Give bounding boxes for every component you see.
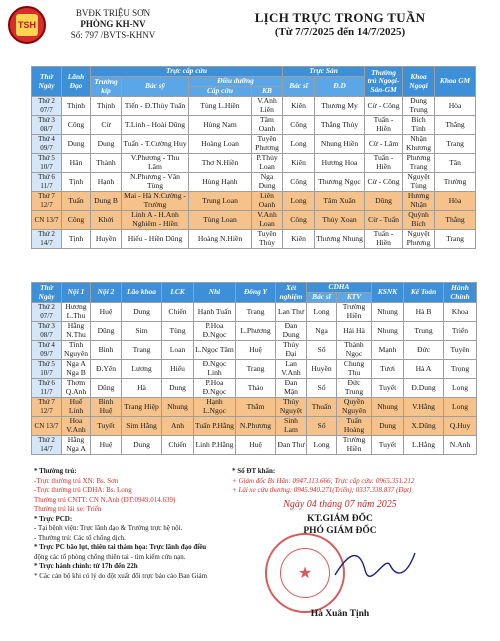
- table-row: [32, 192, 476, 211]
- khoa-gm-cell: Hòa: [435, 97, 476, 116]
- stamp-inner: [280, 548, 330, 598]
- col2-ksnk: KSNK: [372, 283, 404, 303]
- team-cell: Hạnh: [91, 173, 122, 192]
- table-row: [32, 303, 477, 322]
- ktv-cell: Trường Hiền: [337, 436, 372, 455]
- table-row: [32, 379, 477, 398]
- n1-cell: Thơm Q.Anh: [62, 379, 91, 398]
- dy-cell: Trang: [236, 303, 276, 322]
- day-cell: Thứ 4 09/7: [32, 341, 62, 360]
- ks-cell: Dung: [372, 417, 404, 436]
- obs-bs-cell: Long: [283, 192, 315, 211]
- leader-cell: Thịnh: [62, 97, 91, 116]
- page-subtitle: (Từ 7/7/2025 đến 14/7/2025): [274, 26, 406, 38]
- xn-cell: Sinh Lam: [276, 417, 307, 436]
- capcuu-cell: Thơ N.Hiền: [189, 154, 252, 173]
- note-resident-it: Thường trú CNTT: CN N.Anh (ĐT:0949.014.639): [34, 495, 176, 504]
- organization-block: [58, 8, 168, 41]
- n2-cell: Bình Huệ: [91, 398, 122, 417]
- khoa-gm-cell: Hòa: [435, 192, 476, 211]
- day-cell: Thứ 5 10/7: [32, 360, 62, 379]
- table-row: [32, 116, 476, 135]
- bs-cell: Huyền: [307, 360, 337, 379]
- kb-cell: V.Anh Loan: [252, 211, 283, 230]
- ngoai-cell: Cừ - Công: [365, 97, 403, 116]
- lao-cell: Sim Hằng: [122, 417, 162, 436]
- day-cell: Thứ 7 12/7: [32, 192, 62, 211]
- obs-bs-cell: Kiên: [283, 154, 315, 173]
- lao-cell: Dung: [122, 303, 162, 322]
- emergency-phone-title: * Số ĐT khẩn:: [232, 467, 276, 475]
- capcuu-cell: Tùng Loan: [189, 211, 252, 230]
- col-nurse: Điều dưỡng: [189, 77, 283, 87]
- leader-cell: Tuấn: [62, 192, 91, 211]
- col2-cdha-ktv: KTV: [337, 293, 372, 303]
- khoa-ngoai-cell: Nguyệt Phương: [403, 230, 435, 249]
- hc-cell: Q.Huy: [444, 417, 477, 436]
- ktv-cell: Đức Trung: [337, 379, 372, 398]
- phone-ambulance: + Lái xe cứu thương: 0945.940.271(Triển); 0337.338.837 (Đạt): [232, 486, 412, 494]
- day-cell: Thứ 5 10/7: [32, 154, 62, 173]
- nhi-cell: Hạnh Tuấn: [194, 303, 236, 322]
- col2-day: Thứ Ngày: [32, 283, 62, 303]
- obs-dd-cell: Thương Nhung: [315, 230, 365, 249]
- ks-cell: Mạnh: [372, 341, 404, 360]
- col-obs-dd: Đ.D: [315, 77, 365, 97]
- xn-cell: Lan Thư: [276, 303, 307, 322]
- xn-cell: Đan Mận: [276, 379, 307, 398]
- day-cell: Thứ 7 12/7: [32, 398, 62, 417]
- phone-director: + Giám đốc Bs Hân: 0947.113.666; Trực cấp cứu: 0965.351.212: [232, 476, 415, 485]
- ks-cell: Tuyết: [372, 379, 404, 398]
- leader-cell: Tịnh: [62, 230, 91, 249]
- title-block: [190, 10, 490, 38]
- col2-cdha: CDHA: [307, 283, 372, 293]
- nhi-cell: P.Hoa Đ.Ngọc: [194, 379, 236, 398]
- hc-cell: N.Anh: [444, 436, 477, 455]
- team-cell: Dung: [91, 135, 122, 154]
- team-cell: Cừ: [91, 116, 122, 135]
- leader-cell: Công: [62, 211, 91, 230]
- capcuu-cell: Hoàng Loan: [189, 135, 252, 154]
- table-row: [32, 398, 477, 417]
- hc-cell: Long: [444, 398, 477, 417]
- hc-cell: Tuyên: [444, 341, 477, 360]
- hc-cell: Long: [444, 379, 477, 398]
- col2-lao: Lão khoa: [122, 283, 162, 303]
- note-resident-driver: Thường trú lái xe: Triển: [34, 505, 102, 513]
- lao-cell: Trang: [122, 341, 162, 360]
- ks-cell: Nhung: [372, 398, 404, 417]
- doctor-cell: N.Phương - Văn Tùng: [122, 173, 189, 192]
- doctor-cell: Tuấn - T.Cường Huy: [122, 135, 189, 154]
- org-line2: PHÒNG KH-NV: [80, 19, 146, 29]
- note-pcd-hospital: - Tại bệnh viện: Trực lãnh đạo & Trưởng trực hệ nội.: [34, 524, 183, 532]
- bs-cell: Thuấn: [307, 398, 337, 417]
- obs-bs-cell: Kiên: [283, 97, 315, 116]
- lck-cell: Dung: [162, 379, 194, 398]
- kt-cell: Hà A: [404, 360, 444, 379]
- team-cell: Thịnh: [91, 97, 122, 116]
- note-disaster-cont: động các tổ phòng chống thiên tai - tìm kiếm cứu nạn.: [34, 552, 186, 561]
- doctor-cell: Linh A - H.Anh Nghiêm - Hiền: [122, 211, 189, 230]
- team-cell: Dung B: [91, 192, 122, 211]
- khoa-ngoai-cell: Nguyệt Tùng: [403, 173, 435, 192]
- doctor-cell: T.Linh - Hoài Dũng: [122, 116, 189, 135]
- dy-cell: N.Phương: [236, 417, 276, 436]
- col2-cdha-bs: Bác sĩ: [307, 293, 337, 303]
- team-cell: Thành: [91, 154, 122, 173]
- lao-cell: Trang Hiệp: [122, 398, 162, 417]
- team-cell: Khởi: [91, 211, 122, 230]
- capcuu-cell: Hùng Hạnh: [189, 173, 252, 192]
- xn-cell: Đan Thư: [276, 436, 307, 455]
- n2-cell: Dũng: [91, 379, 122, 398]
- col-obstetric: Trực Sản: [283, 67, 365, 77]
- lck-cell: Nhung: [162, 398, 194, 417]
- ks-cell: Tuyết: [372, 436, 404, 455]
- day-cell: Thứ 2 07/7: [32, 303, 62, 322]
- signing-date: Ngày 04 tháng 07 năm 2025: [283, 499, 397, 510]
- day-cell: Thứ 6 11/7: [32, 173, 62, 192]
- bs-cell: Sổ: [307, 341, 337, 360]
- col-doctor: Bác sỹ: [122, 77, 189, 97]
- bs-cell: Nga: [307, 322, 337, 341]
- col2-xn: Xét nghiệm: [276, 283, 307, 303]
- obs-bs-cell: Long: [283, 135, 315, 154]
- table-row: [32, 341, 477, 360]
- nhi-cell: Tuấn P.Hằng: [194, 417, 236, 436]
- note-resident-title: * Thường trú:: [34, 467, 77, 475]
- khoa-gm-cell: Trang: [435, 230, 476, 249]
- col2-dongy: Đông Y: [236, 283, 276, 303]
- obs-bs-cell: Công: [283, 116, 315, 135]
- ktv-cell: Thành Ngọc: [337, 341, 372, 360]
- hc-cell: Trọng: [444, 360, 477, 379]
- ngoai-cell: Dũng: [365, 192, 403, 211]
- ngoai-cell: Cừ - Lâm: [365, 135, 403, 154]
- n1-cell: Huế Linh: [62, 398, 91, 417]
- kb-cell: Tâm Oanh: [252, 116, 283, 135]
- col2-ketoan: Kế Toán: [404, 283, 444, 303]
- day-cell: CN 13/7: [32, 417, 62, 436]
- day-cell: Thứ 3 08/7: [32, 116, 62, 135]
- col-obs-bs: Bác sĩ: [283, 77, 315, 97]
- dy-cell: Thảo: [236, 379, 276, 398]
- ktv-cell: Chung Thu: [337, 360, 372, 379]
- nhi-cell: Đ.Ngọc Linh: [194, 360, 236, 379]
- col2-lck: LCK: [162, 283, 194, 303]
- khoa-ngoai-cell: Bích Tỉnh: [403, 116, 435, 135]
- kt-cell: X.Dũng: [404, 417, 444, 436]
- schedule-table-main: [31, 66, 476, 249]
- table-row: [32, 211, 476, 230]
- lck-cell: Chiến: [162, 303, 194, 322]
- n1-cell: Tính Nguyên: [62, 341, 91, 360]
- n1-cell: Hằng N.Thu: [62, 322, 91, 341]
- table-row: [32, 436, 477, 455]
- lck-cell: Tùng: [162, 322, 194, 341]
- leader-cell: Tịnh: [62, 173, 91, 192]
- kt-cell: L.Hằng: [404, 436, 444, 455]
- obs-dd-cell: Hương Hoa: [315, 154, 365, 173]
- day-cell: Thứ 2 14/7: [32, 230, 62, 249]
- col2-hc: Hành Chính: [444, 283, 477, 303]
- table-row: [32, 322, 477, 341]
- capcuu-cell: Hoàng N.Hiền: [189, 230, 252, 249]
- page-title: LỊCH TRỰC TRONG TUẦN: [254, 10, 426, 25]
- obs-dd-cell: Thủy Xoan: [315, 211, 365, 230]
- obs-bs-cell: Kiên: [283, 230, 315, 249]
- khoa-gm-cell: Thắng: [435, 211, 476, 230]
- khoa-gm-cell: Tân: [435, 154, 476, 173]
- col2-noi1: Nội 1: [62, 283, 91, 303]
- kb-cell: V.Anh Liên: [252, 97, 283, 116]
- n2-cell: Dũng: [91, 322, 122, 341]
- ngoai-cell: Tuấn - Hiền: [365, 154, 403, 173]
- kt-cell: V.Hằng: [404, 398, 444, 417]
- ktv-cell: Trường Hiền: [337, 303, 372, 322]
- kb-cell: Tuyên Phương: [252, 135, 283, 154]
- lck-cell: Hiếu: [162, 360, 194, 379]
- ktv-cell: Quyền Nguyên: [337, 398, 372, 417]
- day-cell: CN 13/7: [32, 211, 62, 230]
- n1-cell: Hoa V.Anh: [62, 417, 91, 436]
- lck-cell: Anh: [162, 417, 194, 436]
- xn-cell: Đan Dung: [276, 322, 307, 341]
- signature-title2: PHÓ GIÁM ĐỐC: [303, 526, 377, 536]
- dy-cell: Huệ: [236, 341, 276, 360]
- lck-cell: Chiến: [162, 436, 194, 455]
- note-resident-xn: -Trực thường trú XN: Bs. Sơn: [34, 476, 119, 485]
- khoa-ngoai-cell: Dung Trung: [403, 97, 435, 116]
- handwritten-signature: [330, 545, 420, 585]
- ks-cell: Nhung: [372, 322, 404, 341]
- xn-cell: Thủy Đại: [276, 341, 307, 360]
- col-day: Thứ Ngày: [32, 67, 62, 97]
- obs-bs-cell: Công: [283, 211, 315, 230]
- ngoai-cell: Tuấn - Hiền: [365, 230, 403, 249]
- doc-number: Số: 797 /BVTS-KHNV: [70, 30, 156, 40]
- leader-cell: Công: [62, 116, 91, 135]
- kt-cell: Đ.Dung: [404, 379, 444, 398]
- table-row: [32, 173, 476, 192]
- xn-cell: Lan V.Anh: [276, 360, 307, 379]
- col-capcuu: Cấp cứu: [189, 87, 252, 97]
- khoa-ngoai-cell: Nhận Khương: [403, 135, 435, 154]
- nhi-cell: P.Hoa Đ.Ngọc: [194, 322, 236, 341]
- note-disaster: * Trực PC bão lụt, thiên tai thảm họa: Trực lãnh đạo điều: [34, 543, 207, 551]
- day-cell: Thứ 4 09/7: [32, 135, 62, 154]
- bs-cell: Long: [307, 436, 337, 455]
- ks-cell: Tươi: [372, 360, 404, 379]
- hc-cell: Triển: [444, 322, 477, 341]
- dy-cell: Thắm: [236, 398, 276, 417]
- dy-cell: L.Phương: [236, 322, 276, 341]
- kb-cell: Liên Oanh: [252, 192, 283, 211]
- note-swap: * Các cán bộ khi có lý do đột xuất đổi trực báo cáo Ban Giám: [34, 571, 208, 580]
- note-pcd-title: * Trực PCD:: [34, 514, 73, 523]
- col-leader: Lãnh Đạo: [62, 67, 91, 97]
- table-row: [32, 154, 476, 173]
- n2-cell: Đ.Yến: [91, 360, 122, 379]
- table-row: [32, 230, 476, 249]
- obs-dd-cell: Thương My: [315, 97, 365, 116]
- khoa-ngoai-cell: Hương Nhận: [403, 192, 435, 211]
- leader-cell: Hân: [62, 154, 91, 173]
- doctor-cell: V.Phương - Thu Lâm: [122, 154, 189, 173]
- notes-right: [232, 467, 492, 496]
- ks-cell: Nhung: [372, 303, 404, 322]
- kb-cell: P.Thủy Loan: [252, 154, 283, 173]
- kt-cell: Hà B: [404, 303, 444, 322]
- n2-cell: Bình: [91, 341, 122, 360]
- n2-cell: Tuyết: [91, 417, 122, 436]
- capcuu-cell: Hùng Nam: [189, 116, 252, 135]
- org-line1: BVĐK TRIỆU SƠN: [75, 8, 151, 18]
- ngoai-cell: Cừ - Tuấn: [365, 211, 403, 230]
- capcuu-cell: Tùng L.Hiền: [189, 97, 252, 116]
- khoa-ngoai-cell: Phương Trang: [403, 154, 435, 173]
- signature-title1: KT.GIÁM ĐỐC: [307, 514, 373, 524]
- schedule-table-departments: [31, 282, 477, 455]
- col-khoa-gm: Khoa GM: [435, 67, 476, 97]
- col-emergency: Trực cấp cứu: [91, 67, 283, 77]
- obs-dd-cell: Thương Ngọc: [315, 173, 365, 192]
- obs-bs-cell: Công: [283, 173, 315, 192]
- note-admin-hours: * Trực hành chính: từ 17h đến 22h: [34, 562, 138, 570]
- bs-cell: Sổ: [307, 417, 337, 436]
- kt-cell: Đức: [404, 341, 444, 360]
- lck-cell: Loan: [162, 341, 194, 360]
- n2-cell: Huệ: [91, 303, 122, 322]
- col2-nhi: Nhi: [194, 283, 236, 303]
- col2-noi2: Nội 2: [91, 283, 122, 303]
- col-khoa-ngoai: Khoa Ngoại: [403, 67, 435, 97]
- nhi-cell: Hạnh L.Ngọc: [194, 398, 236, 417]
- obs-dd-cell: Tâm Xuân: [315, 192, 365, 211]
- lao-cell: Lương: [122, 360, 162, 379]
- doctor-cell: Tiến - Đ.Thùy Tuấn: [122, 97, 189, 116]
- khoa-gm-cell: Thắng: [435, 116, 476, 135]
- col-team: Trưởng kíp: [91, 77, 122, 97]
- day-cell: Thứ 2 14/7: [32, 436, 62, 455]
- logo-mark: TSH: [16, 14, 38, 36]
- dy-cell: Huệ: [236, 436, 276, 455]
- table-row: [32, 417, 477, 436]
- day-cell: Thứ 3 08/7: [32, 322, 62, 341]
- team-cell: Huyền: [91, 230, 122, 249]
- table-row: [32, 97, 476, 116]
- doctor-cell: Mai - Hà N.Cường - Trường: [122, 192, 189, 211]
- table-row: [32, 360, 477, 379]
- signer-name: Hà Xuân Tịnh: [310, 609, 370, 619]
- n2-cell: Huệ: [91, 436, 122, 455]
- ktv-cell: Tuấn Hoàng: [337, 417, 372, 436]
- obs-dd-cell: Thắng Thủy: [315, 116, 365, 135]
- n1-cell: Hằng Nga A: [62, 436, 91, 455]
- day-cell: Thứ 6 11/7: [32, 379, 62, 398]
- kb-cell: Nga Dung: [252, 173, 283, 192]
- document-header: [0, 4, 500, 48]
- hc-cell: Khoa: [444, 303, 477, 322]
- star-icon: ★: [297, 565, 313, 582]
- ngoai-cell: Tuấn - Hiền: [365, 116, 403, 135]
- leader-cell: Dung: [62, 135, 91, 154]
- n1-cell: Nga A Nga B: [62, 360, 91, 379]
- col-kb: KB: [252, 87, 283, 97]
- ktv-cell: Hải Hà: [337, 322, 372, 341]
- n1-cell: Hương L.Thu: [62, 303, 91, 322]
- khoa-gm-cell: Trường: [435, 173, 476, 192]
- day-cell: Thứ 2 07/7: [32, 97, 62, 116]
- xn-cell: Thủy Nguyệt: [276, 398, 307, 417]
- doctor-cell: Hiếu - Hiền Dũng: [122, 230, 189, 249]
- note-pcd-resident: - Thường trú: Các tổ chống dịch.: [34, 533, 126, 542]
- lao-cell: Dung: [122, 436, 162, 455]
- khoa-gm-cell: Trang: [435, 135, 476, 154]
- bs-cell: Long: [307, 303, 337, 322]
- capcuu-cell: Trung Loan: [189, 192, 252, 211]
- khoa-ngoai-cell: Quỳnh Bích: [403, 211, 435, 230]
- dy-cell: Trang: [236, 360, 276, 379]
- hospital-logo: [8, 6, 46, 44]
- kt-cell: Trung: [404, 322, 444, 341]
- nhi-cell: L.Ngọc Tâm: [194, 341, 236, 360]
- table-row: [32, 135, 476, 154]
- kb-cell: Tuyên Thủy: [252, 230, 283, 249]
- note-resident-cdha: -Trực thường trú CĐHA: Bs. Long: [34, 486, 132, 494]
- lao-cell: Sim: [122, 322, 162, 341]
- bs-cell: Sổ: [307, 379, 337, 398]
- ngoai-cell: Cừ - Công: [365, 173, 403, 192]
- obs-dd-cell: Nhung Hiền: [315, 135, 365, 154]
- lao-cell: Hà: [122, 379, 162, 398]
- nhi-cell: Linh P.Hằng: [194, 436, 236, 455]
- col-ngoai-resident: Thường trú Ngoại-Sản-GM: [365, 67, 403, 97]
